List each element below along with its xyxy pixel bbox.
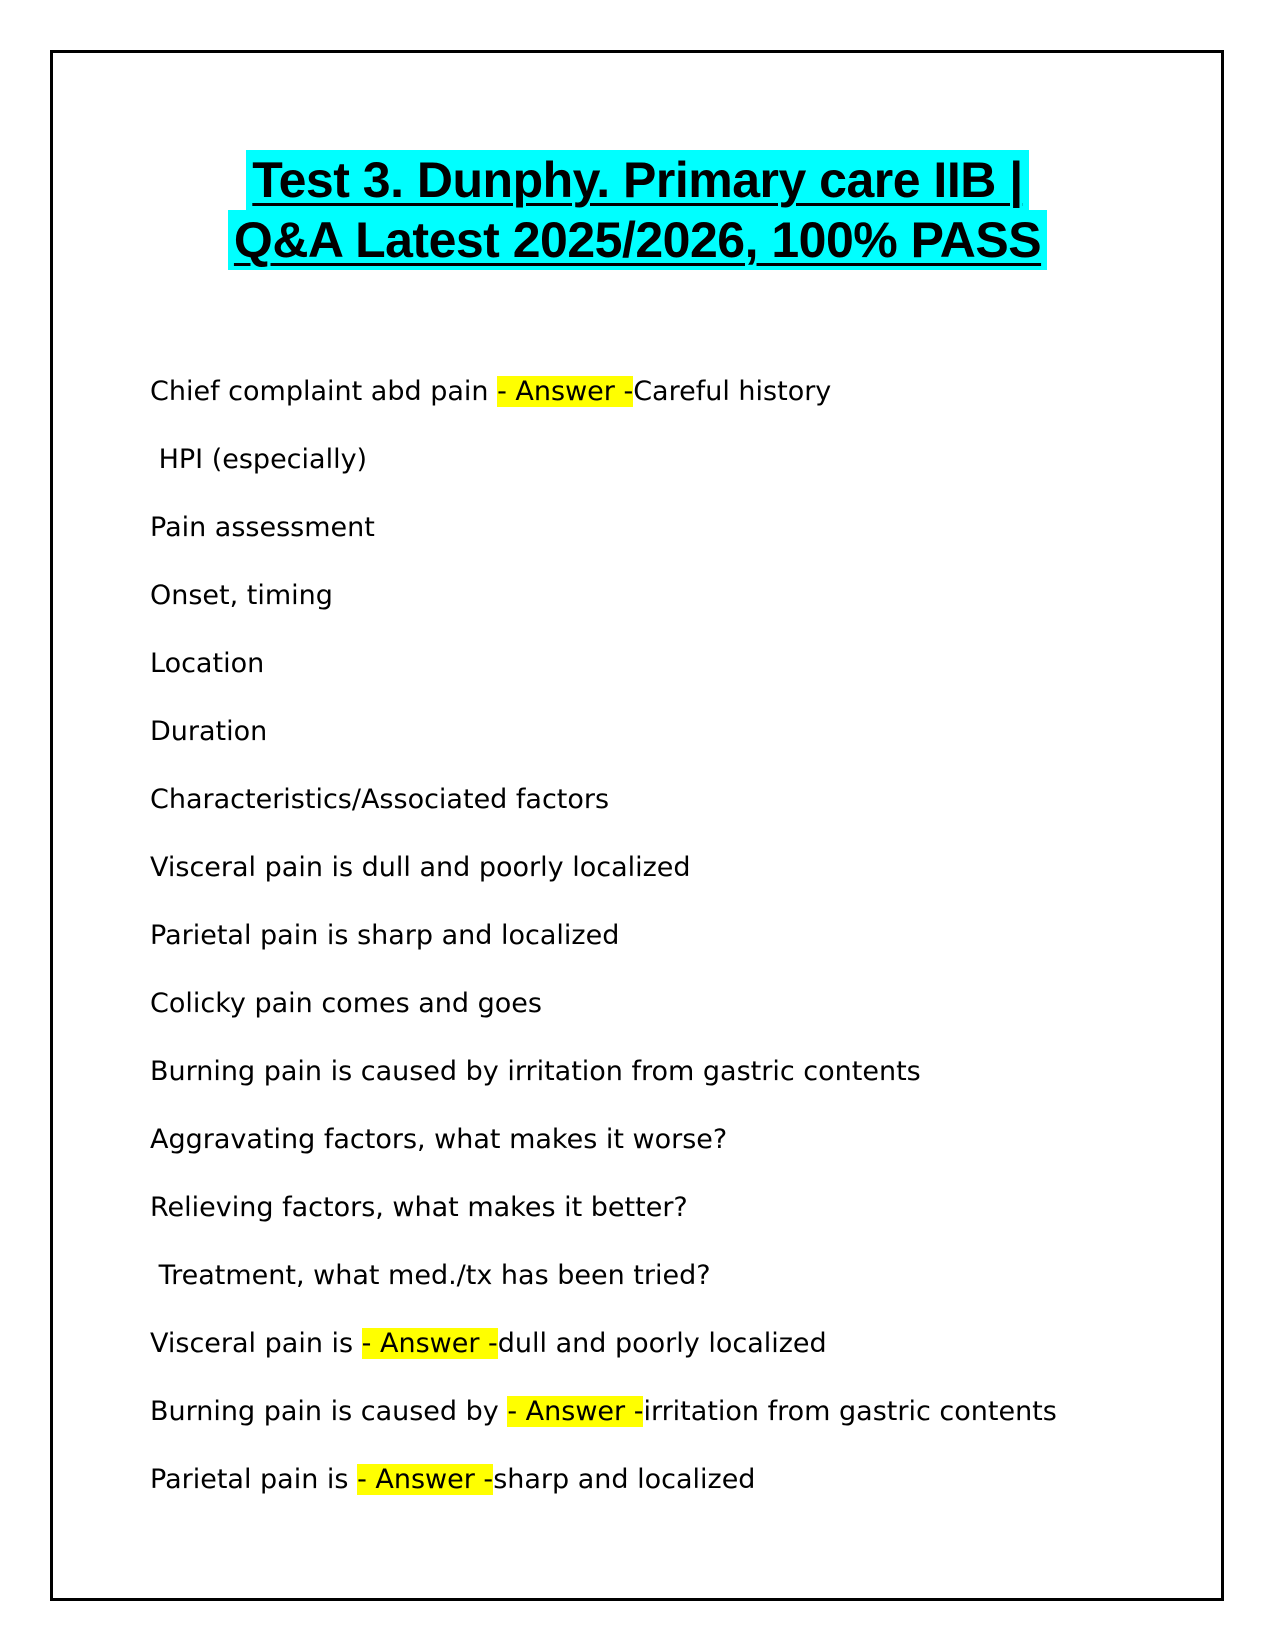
text-line — [150, 1188, 1210, 1256]
line-text: Pain assessment — [150, 512, 375, 543]
text-line — [150, 1120, 1210, 1188]
text-line — [150, 1256, 1210, 1324]
line-text: Characteristics/Associated factors — [150, 784, 610, 815]
line-text: Burning pain is caused by irritation from gastric contents — [150, 1056, 921, 1087]
answer-marker: - Answer - — [497, 376, 634, 407]
title-line-1: Test 3. Dunphy. Primary care IIB | — [246, 150, 1028, 210]
document-title — [0, 150, 1275, 270]
text-line — [150, 984, 1210, 1052]
text-line — [150, 1052, 1210, 1120]
answer-marker: - Answer - — [507, 1396, 644, 1427]
text-line — [150, 848, 1210, 916]
line-text: Relieving factors, what makes it better? — [150, 1192, 688, 1223]
answer-text: sharp and localized — [493, 1464, 756, 1495]
qa-line — [150, 372, 1210, 440]
line-text: Location — [150, 648, 265, 679]
text-line — [150, 576, 1210, 644]
line-text: Colicky pain comes and goes — [150, 988, 542, 1019]
answer-text: Careful history — [633, 376, 832, 407]
answer-text: dull and poorly localized — [497, 1328, 827, 1359]
text-line — [150, 440, 1210, 508]
line-text: Onset, timing — [150, 580, 333, 611]
answer-marker: - Answer - — [357, 1464, 494, 1495]
line-text: Duration — [150, 716, 268, 747]
question-text: Parietal pain is — [150, 1464, 358, 1495]
qa-line — [150, 1460, 1210, 1528]
line-text: Treatment, what med./tx has been tried? — [150, 1260, 711, 1291]
qa-line — [150, 1392, 1210, 1460]
question-text: Chief complaint abd pain — [150, 376, 498, 407]
qa-content — [150, 372, 1210, 1528]
line-text: Parietal pain is sharp and localized — [150, 920, 620, 951]
text-line — [150, 916, 1210, 984]
answer-text: irritation from gastric contents — [643, 1396, 1057, 1427]
question-text: Burning pain is caused by — [150, 1396, 508, 1427]
line-text: Aggravating factors, what makes it worse? — [150, 1124, 728, 1155]
qa-line — [150, 1324, 1210, 1392]
text-line — [150, 508, 1210, 576]
question-text: Visceral pain is — [150, 1328, 362, 1359]
line-text: HPI (especially) — [150, 444, 368, 475]
text-line — [150, 712, 1210, 780]
text-line — [150, 644, 1210, 712]
answer-marker: - Answer - — [361, 1328, 498, 1359]
line-text: Visceral pain is dull and poorly localized — [150, 852, 691, 883]
title-line-2: Q&A Latest 2025/2026, 100% PASS — [228, 210, 1047, 270]
text-line — [150, 780, 1210, 848]
